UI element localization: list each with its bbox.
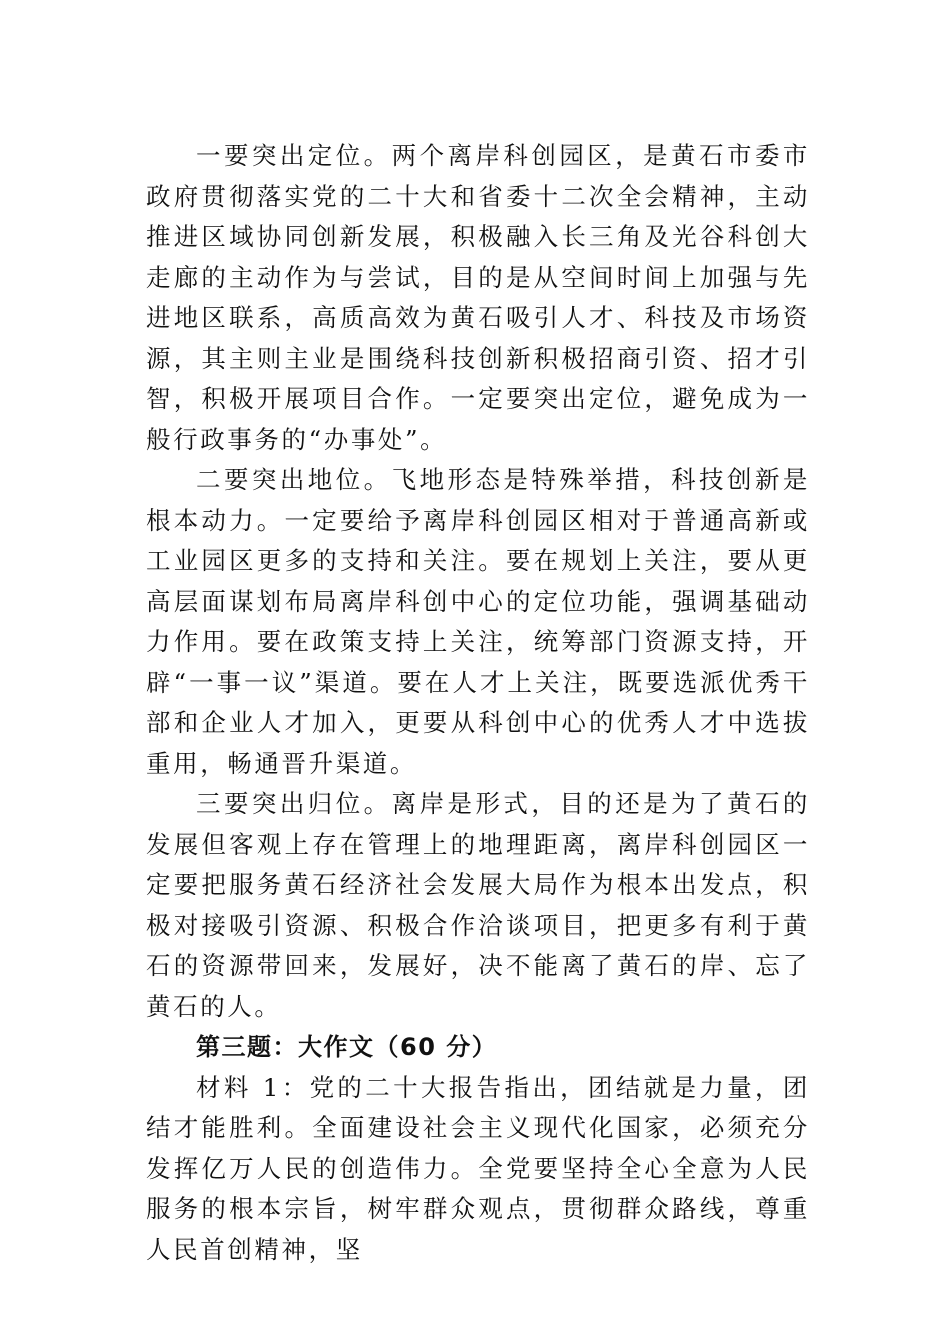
paragraph-positioning: 一要突出定位。两个离岸科创园区，是黄石市委市政府贯彻落实党的二十大和省委十二次全会精神，主动推进区域协同创新发展，积极融入长三角及光谷科创大走廊的主动作为与尝试，目的是从空间时间上加强与先进地区联系，高质高效为黄石吸引人才、科技及市场资源，其主则主业是围绕科技创新积极招商引资、招才引智，积极开展项目合作。一定要突出定位，避免成为一般行政事务的“办事处”。 (146, 141, 810, 454)
paragraph-material-1: 材料 1：党的二十大报告指出，团结就是力量，团结才能胜利。全面建设社会主义现代化国家，必须充分发挥亿万人民的创造伟力。全党要坚持全心全意为人民服务的根本宗旨，树牢群众观点，贯彻群众路线，尊重人民首创精神，坚 (146, 1072, 810, 1264)
paragraph-return: 三要突出归位。离岸是形式，目的还是为了黄石的发展但客观上存在管理上的地理距离，离岸科创园区一定要把服务黄石经济社会发展大局作为根本出发点，积极对接吸引资源、积极合作洽谈项目，把更多有利于黄石的资源带回来，发展好，决不能离了黄石的岸、忘了黄石的人。 (146, 789, 810, 1021)
document-body (146, 136, 810, 1270)
section-heading: 第三题：大作文（60 分） (196, 1033, 498, 1061)
paragraph-status: 二要突出地位。飞地形态是特殊举措，科技创新是根本动力。一定要给予离岸科创园区相对于普通高新或工业园区更多的支持和关注。要在规划上关注，要从更高层面谋划布局离岸科创中心的定位功能，强调基础动力作用。要在政策支持上关注，统筹部门资源支持，开辟“一事一议”渠道。要在人才上关注，既要选派优秀干部和企业人才加入，更要从科创中心的优秀人才中选拔重用，畅通晋升渠道。 (146, 465, 810, 778)
